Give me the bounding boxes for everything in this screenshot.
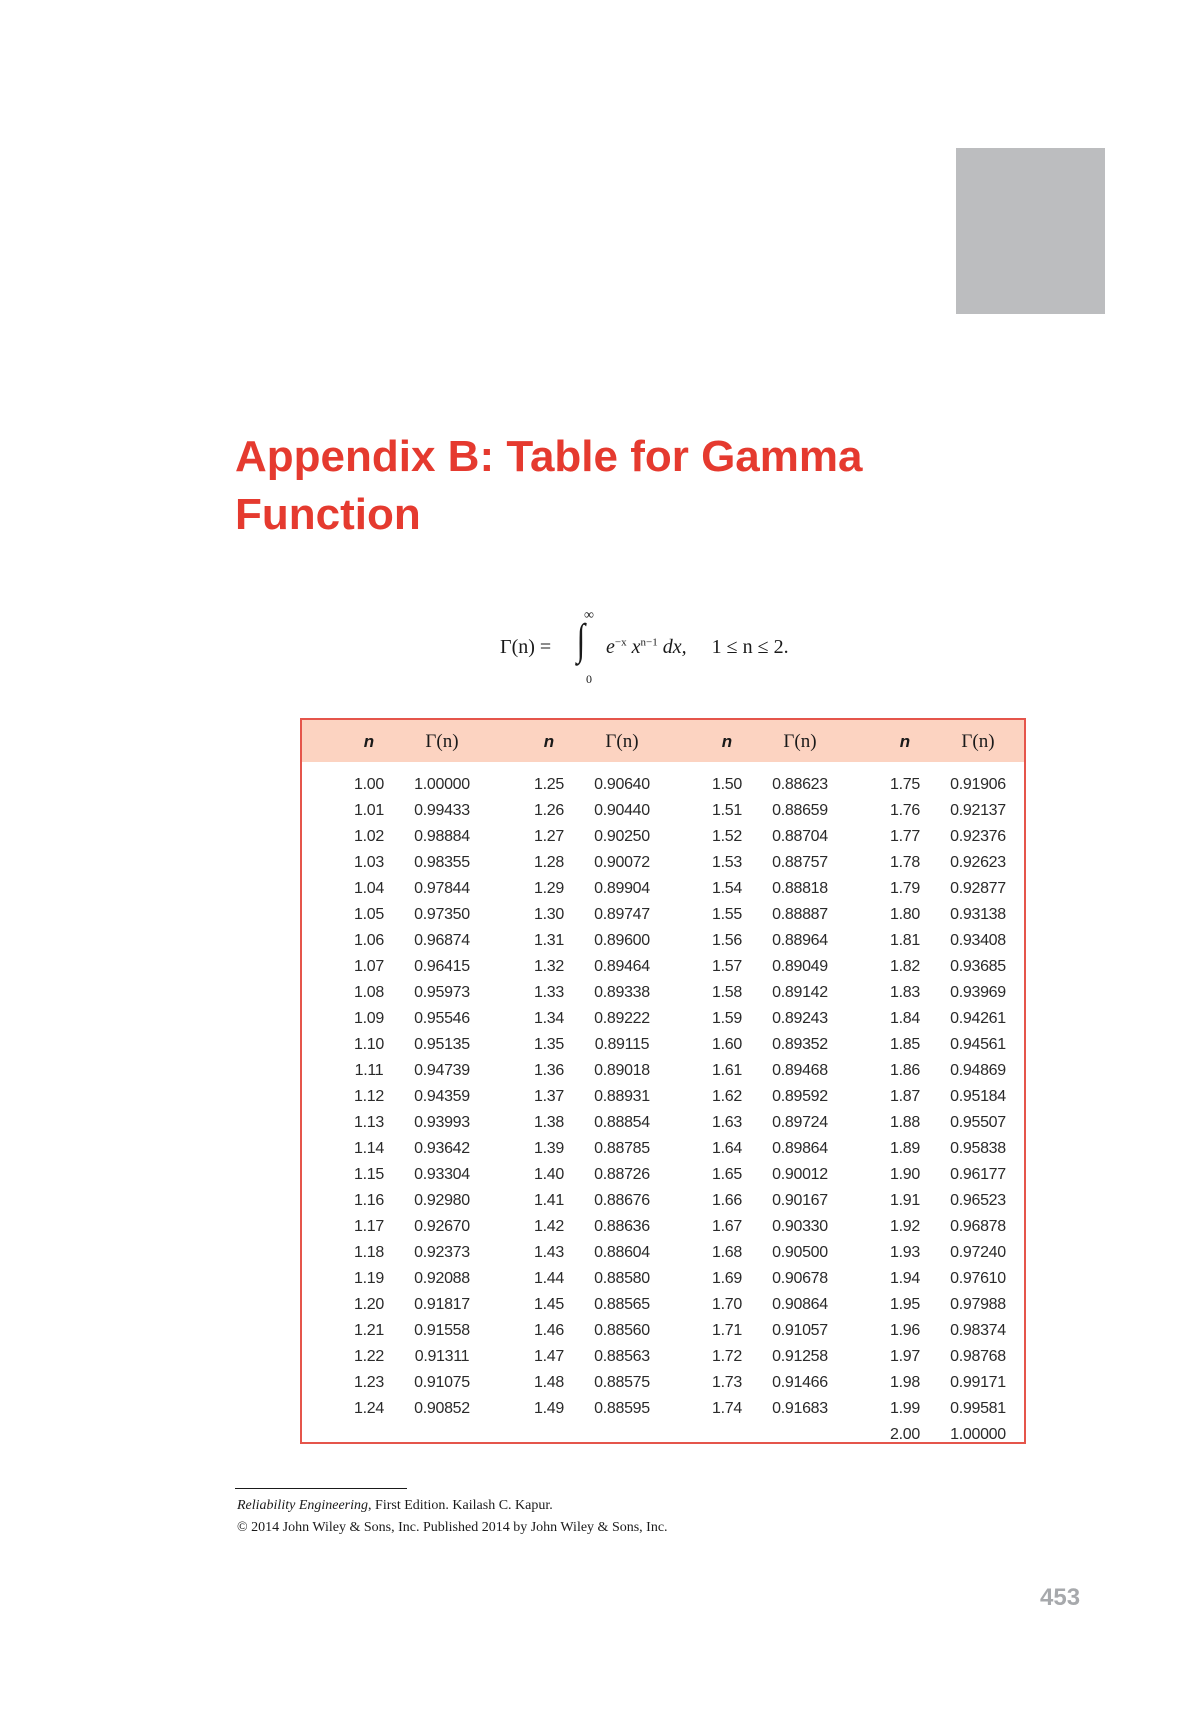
cell-n: 1.04 <box>354 880 384 897</box>
cell-n: 1.42 <box>534 1218 564 1235</box>
cell-n: 1.03 <box>354 854 384 871</box>
cell-n: 1.35 <box>534 1036 564 1053</box>
cell-gamma: 0.96878 <box>950 1218 1006 1235</box>
cell-n: 1.17 <box>354 1218 384 1235</box>
cell-n: 1.74 <box>712 1400 742 1417</box>
cell-n: 1.05 <box>354 906 384 923</box>
cell-n: 1.30 <box>534 906 564 923</box>
cell-gamma: 0.89222 <box>594 1010 650 1027</box>
cell-n: 1.20 <box>354 1296 384 1313</box>
cell-gamma: 0.98884 <box>414 828 470 845</box>
cell-n: 1.32 <box>534 958 564 975</box>
cell-gamma: 1.00000 <box>414 776 470 793</box>
cell-gamma: 0.91258 <box>772 1348 828 1365</box>
cell-n: 1.90 <box>890 1166 920 1183</box>
cell-gamma: 0.93685 <box>950 958 1006 975</box>
cell-n: 1.27 <box>534 828 564 845</box>
cell-n: 1.67 <box>712 1218 742 1235</box>
footnote-line-2: © 2014 John Wiley & Sons, Inc. Published 2014 by John Wiley & Sons, Inc. <box>237 1520 668 1535</box>
cell-gamma: 0.99171 <box>950 1374 1006 1391</box>
header-n-2: n <box>543 732 555 751</box>
integral-sign-icon: ∫ <box>576 615 586 664</box>
cell-gamma: 0.90330 <box>772 1218 828 1235</box>
cell-gamma: 0.88704 <box>772 828 828 845</box>
cell-gamma: 0.89464 <box>594 958 650 975</box>
cell-gamma: 0.89724 <box>772 1114 828 1131</box>
cell-gamma: 0.90072 <box>594 854 650 871</box>
cell-n: 1.61 <box>712 1062 742 1079</box>
cell-gamma: 0.97240 <box>950 1244 1006 1261</box>
differential: dx, <box>662 636 687 658</box>
cell-n: 1.81 <box>890 932 920 949</box>
cell-gamma: 0.89243 <box>772 1010 828 1027</box>
cell-n: 1.84 <box>890 1010 920 1027</box>
cell-n: 1.82 <box>890 958 920 975</box>
cell-n: 1.26 <box>534 802 564 819</box>
cell-gamma: 0.89592 <box>772 1088 828 1105</box>
cell-n: 1.97 <box>890 1348 920 1365</box>
cell-n: 1.63 <box>712 1114 742 1131</box>
cell-n: 1.36 <box>534 1062 564 1079</box>
cell-n: 1.66 <box>712 1192 742 1209</box>
integral-upper-limit: ∞ <box>584 608 594 623</box>
cell-gamma: 0.91683 <box>772 1400 828 1417</box>
cell-gamma: 0.95135 <box>414 1036 470 1053</box>
cell-gamma: 0.89864 <box>772 1140 828 1157</box>
cell-gamma: 0.93408 <box>950 932 1006 949</box>
cell-n: 1.08 <box>354 984 384 1001</box>
cell-n: 1.07 <box>354 958 384 975</box>
column-gamma-2 <box>577 772 667 1422</box>
cell-gamma: 0.92670 <box>414 1218 470 1235</box>
cell-gamma: 0.93993 <box>414 1114 470 1131</box>
cell-gamma: 0.98374 <box>950 1322 1006 1339</box>
cell-n: 1.12 <box>354 1088 384 1105</box>
cell-gamma: 0.99581 <box>950 1400 1006 1417</box>
var-exponent: n−1 <box>640 636 658 649</box>
cell-gamma: 0.91075 <box>414 1374 470 1391</box>
chapter-tab-block <box>956 148 1105 314</box>
cell-n: 1.01 <box>354 802 384 819</box>
cell-gamma: 0.96415 <box>414 958 470 975</box>
cell-n: 1.13 <box>354 1114 384 1131</box>
cell-n: 1.52 <box>712 828 742 845</box>
header-gamma-4: Γ(n) <box>961 731 995 752</box>
cell-gamma: 0.88676 <box>594 1192 650 1209</box>
cell-gamma: 0.92623 <box>950 854 1006 871</box>
cell-n: 1.73 <box>712 1374 742 1391</box>
cell-n: 1.46 <box>534 1322 564 1339</box>
cell-gamma: 0.88580 <box>594 1270 650 1287</box>
cell-gamma: 0.95838 <box>950 1140 1006 1157</box>
column-gamma-1 <box>397 772 487 1422</box>
cell-n: 1.09 <box>354 1010 384 1027</box>
cell-gamma: 0.91466 <box>772 1374 828 1391</box>
cell-gamma: 0.93969 <box>950 984 1006 1001</box>
gamma-table <box>300 718 1026 1444</box>
cell-n: 1.16 <box>354 1192 384 1209</box>
cell-n: 1.45 <box>534 1296 564 1313</box>
cell-n: 1.70 <box>712 1296 742 1313</box>
cell-gamma: 0.88595 <box>594 1400 650 1417</box>
cell-gamma: 0.98768 <box>950 1348 1006 1365</box>
cell-n: 1.10 <box>354 1036 384 1053</box>
cell-gamma: 0.89352 <box>772 1036 828 1053</box>
cell-gamma: 0.88659 <box>772 802 828 819</box>
cell-n: 1.41 <box>534 1192 564 1209</box>
cell-gamma: 0.97988 <box>950 1296 1006 1313</box>
cell-gamma: 0.95184 <box>950 1088 1006 1105</box>
cell-n: 1.23 <box>354 1374 384 1391</box>
cell-n: 1.93 <box>890 1244 920 1261</box>
cell-gamma: 0.94359 <box>414 1088 470 1105</box>
cell-n: 1.65 <box>712 1166 742 1183</box>
cell-gamma: 0.89600 <box>594 932 650 949</box>
cell-n: 1.22 <box>354 1348 384 1365</box>
cell-n: 1.80 <box>890 906 920 923</box>
cell-n: 1.57 <box>712 958 742 975</box>
cell-n: 1.19 <box>354 1270 384 1287</box>
cell-gamma: 0.91311 <box>414 1348 470 1365</box>
cell-gamma: 0.93304 <box>414 1166 470 1183</box>
cell-n: 1.02 <box>354 828 384 845</box>
integrand-exponent: −x <box>614 636 627 649</box>
cell-n: 1.00 <box>354 776 384 793</box>
cell-n: 1.21 <box>354 1322 384 1339</box>
cell-gamma: 1.00000 <box>950 1426 1006 1443</box>
cell-n: 1.39 <box>534 1140 564 1157</box>
cell-gamma: 0.92376 <box>950 828 1006 845</box>
cell-gamma: 0.95507 <box>950 1114 1006 1131</box>
cell-gamma: 0.89747 <box>594 906 650 923</box>
header-n-4: n <box>899 732 911 751</box>
formula-range: 1 ≤ n ≤ 2. <box>711 636 789 658</box>
cell-gamma: 0.97844 <box>414 880 470 897</box>
header-n-3: n <box>721 732 733 751</box>
cell-n: 1.49 <box>534 1400 564 1417</box>
cell-gamma: 0.92137 <box>950 802 1006 819</box>
cell-n: 1.06 <box>354 932 384 949</box>
cell-n: 1.72 <box>712 1348 742 1365</box>
cell-gamma: 0.98355 <box>414 854 470 871</box>
cell-gamma: 0.96523 <box>950 1192 1006 1209</box>
cell-n: 1.68 <box>712 1244 742 1261</box>
cell-gamma: 0.90012 <box>772 1166 828 1183</box>
cell-n: 1.15 <box>354 1166 384 1183</box>
cell-n: 1.75 <box>890 776 920 793</box>
cell-n: 1.38 <box>534 1114 564 1131</box>
cell-gamma: 0.92877 <box>950 880 1006 897</box>
cell-n: 1.51 <box>712 802 742 819</box>
formula-lhs: Γ(n) = <box>500 636 552 658</box>
page-number: 453 <box>1040 1584 1081 1611</box>
cell-n: 1.40 <box>534 1166 564 1183</box>
cell-n: 1.69 <box>712 1270 742 1287</box>
cell-n: 2.00 <box>890 1426 920 1443</box>
header-n-1: n <box>363 732 375 751</box>
cell-gamma: 0.91558 <box>414 1322 470 1339</box>
cell-n: 1.59 <box>712 1010 742 1027</box>
cell-n: 1.99 <box>890 1400 920 1417</box>
cell-n: 1.50 <box>712 776 742 793</box>
cell-gamma: 0.89018 <box>594 1062 650 1079</box>
table-header <box>302 720 1024 762</box>
cell-gamma: 0.93138 <box>950 906 1006 923</box>
header-gamma-1: Γ(n) <box>425 731 459 752</box>
cell-gamma: 0.90640 <box>594 776 650 793</box>
cell-gamma: 0.97350 <box>414 906 470 923</box>
column-gamma-3 <box>755 772 845 1422</box>
cell-gamma: 0.88563 <box>594 1348 650 1365</box>
cell-gamma: 0.93642 <box>414 1140 470 1157</box>
column-gamma-4 <box>933 772 1023 1448</box>
cell-n: 1.56 <box>712 932 742 949</box>
cell-gamma: 0.92373 <box>414 1244 470 1261</box>
cell-gamma: 0.88854 <box>594 1114 650 1131</box>
cell-gamma: 0.89338 <box>594 984 650 1001</box>
cell-n: 1.58 <box>712 984 742 1001</box>
footnote-book-title: Reliability Engineering <box>237 1498 369 1513</box>
cell-n: 1.64 <box>712 1140 742 1157</box>
cell-n: 1.96 <box>890 1322 920 1339</box>
cell-gamma: 0.90250 <box>594 828 650 845</box>
cell-n: 1.11 <box>354 1062 384 1079</box>
cell-gamma: 0.96874 <box>414 932 470 949</box>
cell-n: 1.31 <box>534 932 564 949</box>
cell-n: 1.62 <box>712 1088 742 1105</box>
footnote-edition: , First Edition. Kailash C. Kapur. <box>368 1498 553 1513</box>
cell-n: 1.86 <box>890 1062 920 1079</box>
cell-gamma: 0.94739 <box>414 1062 470 1079</box>
cell-n: 1.48 <box>534 1374 564 1391</box>
cell-gamma: 0.90500 <box>772 1244 828 1261</box>
cell-gamma: 0.90167 <box>772 1192 828 1209</box>
cell-n: 1.33 <box>534 984 564 1001</box>
cell-n: 1.91 <box>890 1192 920 1209</box>
cell-gamma: 0.88757 <box>772 854 828 871</box>
header-gamma-3: Γ(n) <box>783 731 817 752</box>
cell-gamma: 0.90852 <box>414 1400 470 1417</box>
cell-n: 1.98 <box>890 1374 920 1391</box>
cell-gamma: 0.92088 <box>414 1270 470 1287</box>
gamma-formula <box>500 608 860 698</box>
cell-gamma: 0.89468 <box>772 1062 828 1079</box>
cell-gamma: 0.94261 <box>950 1010 1006 1027</box>
cell-n: 1.76 <box>890 802 920 819</box>
cell-n: 1.83 <box>890 984 920 1001</box>
page-title: Appendix B: Table for Gamma Function <box>235 432 863 539</box>
footnote-line-1 <box>237 1498 553 1514</box>
cell-gamma: 0.91906 <box>950 776 1006 793</box>
cell-n: 1.79 <box>890 880 920 897</box>
cell-gamma: 0.88604 <box>594 1244 650 1261</box>
cell-gamma: 0.88565 <box>594 1296 650 1313</box>
cell-n: 1.85 <box>890 1036 920 1053</box>
cell-n: 1.92 <box>890 1218 920 1235</box>
cell-gamma: 0.90864 <box>772 1296 828 1313</box>
cell-n: 1.47 <box>534 1348 564 1365</box>
cell-gamma: 0.90678 <box>772 1270 828 1287</box>
cell-n: 1.24 <box>354 1400 384 1417</box>
integrand-base: e <box>606 636 615 658</box>
cell-n: 1.34 <box>534 1010 564 1027</box>
cell-n: 1.71 <box>712 1322 742 1339</box>
cell-gamma: 0.99433 <box>414 802 470 819</box>
cell-gamma: 0.88636 <box>594 1218 650 1235</box>
cell-n: 1.60 <box>712 1036 742 1053</box>
cell-n: 1.88 <box>890 1114 920 1131</box>
cell-gamma: 0.89904 <box>594 880 650 897</box>
cell-n: 1.37 <box>534 1088 564 1105</box>
cell-n: 1.95 <box>890 1296 920 1313</box>
cell-n: 1.55 <box>712 906 742 923</box>
cell-n: 1.94 <box>890 1270 920 1287</box>
cell-gamma: 0.94561 <box>950 1036 1006 1053</box>
cell-gamma: 0.88575 <box>594 1374 650 1391</box>
cell-n: 1.78 <box>890 854 920 871</box>
cell-gamma: 0.88726 <box>594 1166 650 1183</box>
cell-gamma: 0.91057 <box>772 1322 828 1339</box>
cell-gamma: 0.96177 <box>950 1166 1006 1183</box>
formula-integrand <box>606 636 789 659</box>
cell-gamma: 0.88560 <box>594 1322 650 1339</box>
cell-n: 1.28 <box>534 854 564 871</box>
cell-gamma: 0.95973 <box>414 984 470 1001</box>
cell-gamma: 0.88887 <box>772 906 828 923</box>
cell-n: 1.77 <box>890 828 920 845</box>
cell-gamma: 0.88931 <box>594 1088 650 1105</box>
cell-gamma: 0.88623 <box>772 776 828 793</box>
cell-gamma: 0.94869 <box>950 1062 1006 1079</box>
cell-gamma: 0.88964 <box>772 932 828 949</box>
cell-gamma: 0.90440 <box>594 802 650 819</box>
cell-gamma: 0.95546 <box>414 1010 470 1027</box>
cell-gamma: 0.91817 <box>414 1296 470 1313</box>
cell-n: 1.54 <box>712 880 742 897</box>
cell-n: 1.14 <box>354 1140 384 1157</box>
integrand-var: x <box>631 636 641 658</box>
cell-gamma: 0.89049 <box>772 958 828 975</box>
cell-n: 1.25 <box>534 776 564 793</box>
cell-n: 1.18 <box>354 1244 384 1261</box>
cell-gamma: 0.89142 <box>772 984 828 1001</box>
cell-n: 1.87 <box>890 1088 920 1105</box>
cell-n: 1.43 <box>534 1244 564 1261</box>
cell-n: 1.53 <box>712 854 742 871</box>
cell-gamma: 0.88785 <box>594 1140 650 1157</box>
integral-lower-limit: 0 <box>586 672 592 686</box>
cell-n: 1.29 <box>534 880 564 897</box>
cell-gamma: 0.89115 <box>594 1036 650 1053</box>
cell-gamma: 0.97610 <box>950 1270 1006 1287</box>
cell-n: 1.44 <box>534 1270 564 1287</box>
cell-gamma: 0.92980 <box>414 1192 470 1209</box>
cell-gamma: 0.88818 <box>772 880 828 897</box>
footnote-rule <box>235 1488 407 1489</box>
cell-n: 1.89 <box>890 1140 920 1157</box>
header-gamma-2: Γ(n) <box>605 731 639 752</box>
